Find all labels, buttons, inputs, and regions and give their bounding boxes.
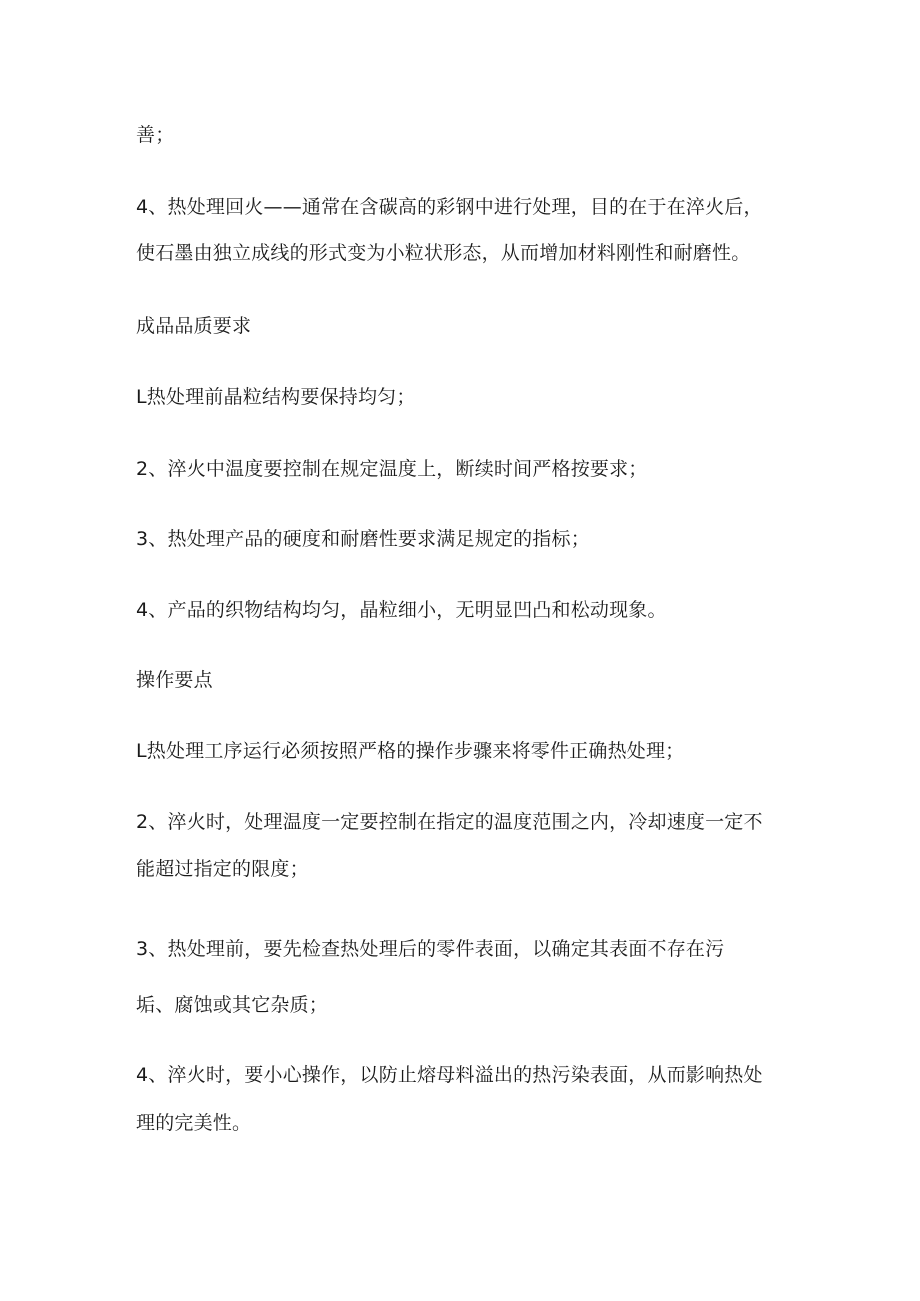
text-line: L热处理工序运行必须按照严格的操作步骤来将零件正确热处理； (136, 740, 685, 762)
text-line: 理的完美性。 (136, 1112, 252, 1134)
section-heading: 成品品质要求 (136, 315, 252, 337)
text-line: 善； (136, 124, 175, 146)
text-line: L热处理前晶粒结构要保持均匀； (136, 386, 416, 408)
text-line: 2、淬火时，处理温度一定要控制在指定的温度范围之内，冷却速度一定不 (136, 811, 763, 833)
text-line: 4、产品的织物结构均匀，晶粒细小，无明显凹凸和松动现象。 (136, 599, 667, 621)
text-line: 4、热处理回火——通常在含碳高的彩钢中进行处理，目的在于在淬火后， (136, 196, 763, 218)
text-line: 3、热处理前，要先检查热处理后的零件表面，以确定其表面不存在污 (136, 938, 725, 960)
text-line: 3、热处理产品的硬度和耐磨性要求满足规定的指标； (136, 528, 590, 550)
section-heading: 操作要点 (136, 669, 213, 691)
text-line: 能超过指定的限度； (136, 858, 309, 880)
text-line: 2、淬火中温度要控制在规定温度上，断续时间严格按要求； (136, 458, 648, 480)
text-line: 使石墨由独立成线的形式变为小粒状形态，从而增加材料刚性和耐磨性。 (136, 242, 751, 264)
text-line: 4、淬火时，要小心操作，以防止熔母料溢出的热污染表面，从而影响热处 (136, 1064, 763, 1086)
text-line: 垢、腐蚀或其它杂质； (136, 994, 329, 1016)
